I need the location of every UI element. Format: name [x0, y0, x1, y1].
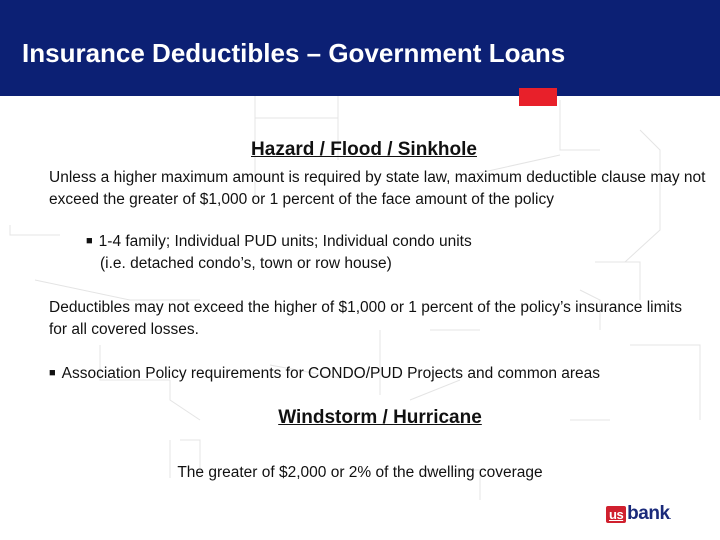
- bullet-continuation: (i.e. detached condo’s, town or row house): [100, 255, 392, 272]
- bullet-item-property-types: [86, 231, 472, 253]
- usbank-logo: [606, 503, 672, 525]
- hazard-paragraph: Unless a higher maximum amount is required by state law, maximum deductible clause may not exceed the greater of $1,000 or 1 percent of the face amount of the policy: [49, 169, 706, 208]
- section-heading-hazard: Hazard / Flood / Sinkhole: [251, 139, 477, 160]
- logo-us-mark: us: [606, 506, 626, 523]
- logo-bank-wordmark: bank: [627, 503, 670, 524]
- bullet-square-icon: ■: [49, 367, 56, 379]
- bullet-text: 1-4 family; Individual PUD units; Individual condo units: [98, 233, 472, 250]
- deductible-limit-paragraph: Deductibles may not exceed the higher of $1,000 or 1 percent of the policy’s insurance limits for all covered losses.: [49, 299, 682, 338]
- bullet-item-association-policy: [49, 363, 600, 385]
- logo-dot: .: [669, 512, 672, 521]
- windstorm-paragraph: The greater of $2,000 or 2% of the dwelling coverage: [177, 464, 543, 481]
- bullet-text: Association Policy requirements for CONDO/PUD Projects and common areas: [61, 365, 601, 382]
- page-title: Insurance Deductibles – Government Loans: [22, 38, 566, 68]
- bullet-square-icon: ■: [86, 235, 93, 247]
- section-heading-windstorm: Windstorm / Hurricane: [278, 407, 482, 428]
- title-bar: [0, 0, 720, 96]
- red-accent-tab: [519, 88, 557, 106]
